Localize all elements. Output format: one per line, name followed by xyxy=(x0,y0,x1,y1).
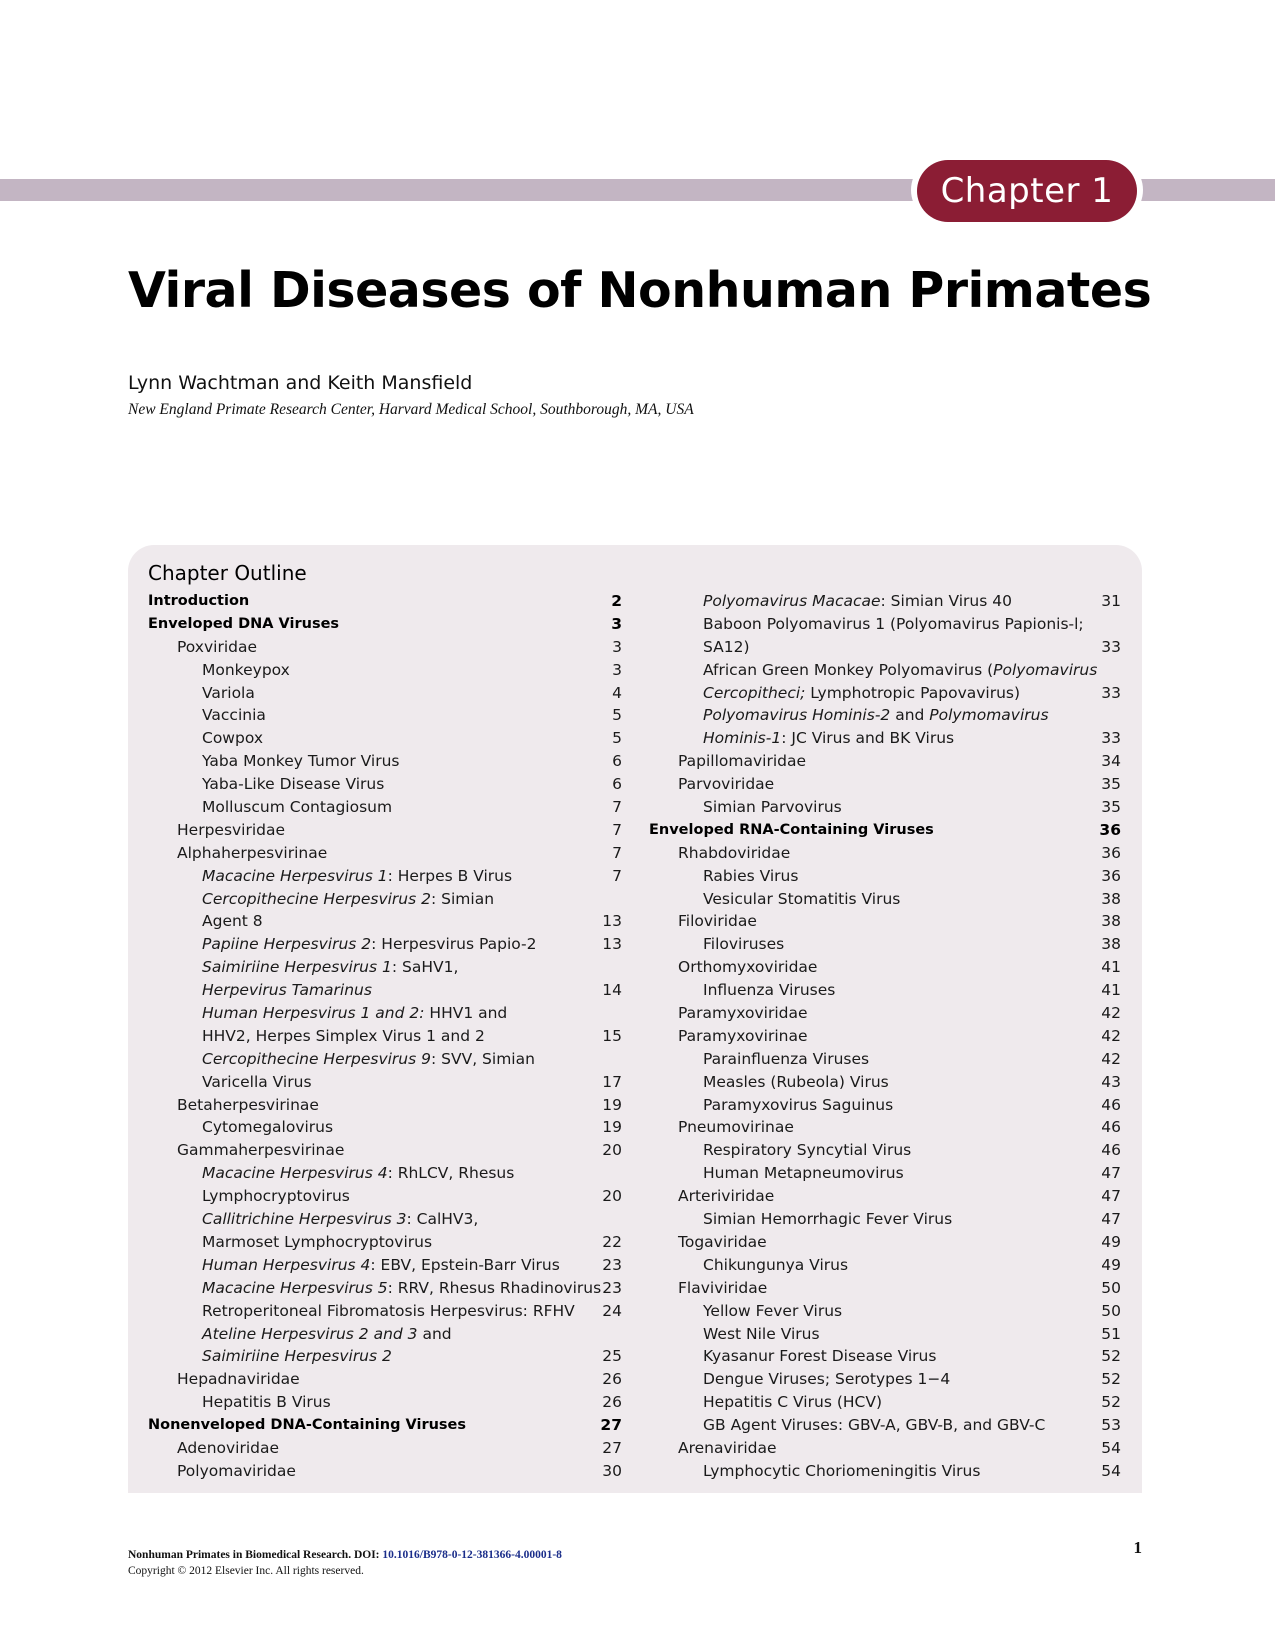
outline-entry[interactable] xyxy=(148,1002,622,1025)
outline-entry[interactable] xyxy=(649,1300,1121,1323)
outline-column-right xyxy=(649,590,1121,1483)
outline-entry[interactable] xyxy=(148,1254,622,1277)
outline-entry[interactable] xyxy=(148,1048,622,1071)
outline-entry-page: 38 xyxy=(1101,889,1121,908)
chapter-title: Viral Diseases of Nonhuman Primates xyxy=(128,262,1152,319)
outline-entry[interactable] xyxy=(649,704,1121,727)
outline-entry-title: Polyomavirus Hominis-2 and Polymomavirus xyxy=(703,706,1049,725)
outline-entry-page: 3 xyxy=(612,660,622,679)
outline-entry[interactable] xyxy=(649,727,1121,750)
outline-entry[interactable] xyxy=(649,773,1121,796)
outline-entry-title: Togaviridae xyxy=(678,1232,767,1251)
outline-entry-title: Ateline Herpesvirus 2 and 3 and xyxy=(202,1324,452,1343)
outline-column-left xyxy=(148,590,622,1483)
outline-entry-title: Filoviridae xyxy=(678,912,757,931)
outline-entry-title: Monkeypox xyxy=(202,660,290,679)
outline-entry-title: Retroperitoneal Fibromatosis Herpesvirus: RFHV xyxy=(202,1301,575,1320)
outline-entry-title: Papiine Herpesvirus 2: Herpesvirus Papio-2 xyxy=(202,935,537,954)
outline-entry[interactable] xyxy=(649,636,1121,659)
outline-entry-title: Cowpox xyxy=(202,729,264,748)
outline-entry[interactable] xyxy=(649,1139,1121,1162)
outline-entry-page: 35 xyxy=(1101,775,1121,794)
outline-entry-title: GB Agent Viruses: GBV-A, GBV-B, and GBV-C xyxy=(703,1416,1046,1435)
outline-entry-page: 52 xyxy=(1101,1370,1121,1389)
outline-entry-title: Simian Hemorrhagic Fever Virus xyxy=(703,1210,953,1229)
chapter-outline-heading: Chapter Outline xyxy=(148,561,307,585)
outline-entry-page: 38 xyxy=(1101,912,1121,931)
outline-entry[interactable] xyxy=(649,1185,1121,1208)
outline-entry[interactable] xyxy=(649,979,1121,1002)
outline-entry-page: 52 xyxy=(1101,1347,1121,1366)
outline-entry-title: African Green Monkey Polyomavirus (Polyomavirus xyxy=(703,660,1098,679)
outline-entry-page: 13 xyxy=(602,912,622,931)
doi-link[interactable]: 10.1016/B978-0-12-381366-4.00001-8 xyxy=(382,1549,562,1561)
outline-entry-title: Human Herpesvirus 4: EBV, Epstein-Barr Virus xyxy=(202,1255,560,1274)
outline-entry-title: Hepadnaviridae xyxy=(177,1370,300,1389)
outline-entry-page: 42 xyxy=(1101,1026,1121,1045)
outline-entry-title: Alphaherpesvirinae xyxy=(177,843,328,862)
outline-entry-page: 7 xyxy=(612,820,622,839)
outline-entry-page: 7 xyxy=(612,843,622,862)
outline-entry[interactable] xyxy=(649,819,1121,842)
outline-entry-title: Paramyxovirus Saguinus xyxy=(703,1095,894,1114)
outline-entry-title: SA12) xyxy=(703,637,750,656)
outline-entry-page: 47 xyxy=(1101,1164,1121,1183)
outline-entry-page: 3 xyxy=(611,614,622,633)
outline-entry-title: Respiratory Syncytial Virus xyxy=(703,1141,912,1160)
chapter-badge: Chapter 1 xyxy=(917,160,1137,222)
outline-entry-page: 47 xyxy=(1101,1187,1121,1206)
outline-entry-title: Herpevirus Tamarinus xyxy=(202,981,372,1000)
outline-entry-page: 47 xyxy=(1101,1210,1121,1229)
outline-entry-page: 5 xyxy=(612,729,622,748)
outline-entry-title: Simian Parvovirus xyxy=(703,798,842,817)
outline-entry-page: 7 xyxy=(612,798,622,817)
outline-entry-title: Introduction xyxy=(148,593,250,609)
footer xyxy=(128,1547,562,1579)
outline-entry[interactable] xyxy=(148,1025,622,1048)
outline-entry-page: 30 xyxy=(602,1461,622,1480)
outline-entry-title: Lymphocryptovirus xyxy=(202,1187,350,1206)
outline-entry-title: Vesicular Stomatitis Virus xyxy=(703,889,901,908)
outline-entry-page: 13 xyxy=(602,935,622,954)
outline-entry[interactable] xyxy=(649,1162,1121,1185)
outline-entry[interactable] xyxy=(649,1437,1121,1460)
outline-entry-page: 17 xyxy=(602,1072,622,1091)
outline-entry[interactable] xyxy=(148,842,622,865)
outline-entry-page: 50 xyxy=(1101,1301,1121,1320)
outline-entry-page: 26 xyxy=(602,1393,622,1412)
outline-entry-title: Influenza Viruses xyxy=(703,981,836,1000)
outline-entry-title: Hepatitis C Virus (HCV) xyxy=(703,1393,882,1412)
outline-entry-title: Poxviridae xyxy=(177,637,258,656)
outline-entry-title: Parvoviridae xyxy=(678,775,775,794)
footer-source: Nonhuman Primates in Biomedical Research. DOI: xyxy=(128,1549,383,1561)
outline-entry-page: 15 xyxy=(602,1026,622,1045)
outline-entry[interactable] xyxy=(649,590,1121,613)
outline-entry-page: 46 xyxy=(1101,1141,1121,1160)
outline-entry[interactable] xyxy=(649,1368,1121,1391)
outline-entry-title: Filoviruses xyxy=(703,935,785,954)
outline-entry-title: Paramyxoviridae xyxy=(678,1004,808,1023)
outline-entry-title: Lymphocytic Choriomeningitis Virus xyxy=(703,1461,981,1480)
outline-entry-page: 5 xyxy=(612,706,622,725)
outline-entry-page: 2 xyxy=(611,592,622,610)
outline-entry[interactable] xyxy=(148,796,622,819)
outline-entry[interactable] xyxy=(148,682,622,705)
outline-entry[interactable] xyxy=(649,842,1121,865)
outline-entry-title: Kyasanur Forest Disease Virus xyxy=(703,1347,937,1366)
outline-entry-title: Polyomavirus Macacae: Simian Virus 40 xyxy=(703,592,1012,610)
outline-entry-title: Chikungunya Virus xyxy=(703,1255,849,1274)
outline-entry[interactable] xyxy=(148,1208,622,1231)
outline-entry-title: Saimiriine Herpesvirus 1: SaHV1, xyxy=(202,958,459,977)
outline-entry-title: Papillomaviridae xyxy=(678,752,807,771)
outline-entry-title: Paramyxovirinae xyxy=(678,1026,808,1045)
outline-entry-page: 7 xyxy=(612,866,622,885)
outline-entry-page: 22 xyxy=(602,1232,622,1251)
outline-entry-page: 35 xyxy=(1101,798,1121,817)
outline-entry-title: Yellow Fever Virus xyxy=(703,1301,843,1320)
outline-entry-page: 23 xyxy=(602,1255,622,1274)
outline-entry-title: Arteriviridae xyxy=(678,1187,775,1206)
outline-entry-page: 36 xyxy=(1101,843,1121,862)
outline-entry-page: 23 xyxy=(602,1278,622,1297)
outline-entry-title: Macacine Herpesvirus 5: RRV, Rhesus Rhadinovirus xyxy=(202,1278,602,1297)
outline-entry-page: 42 xyxy=(1101,1049,1121,1068)
outline-entry-title: Macacine Herpesvirus 1: Herpes B Virus xyxy=(202,866,513,885)
outline-entry-title: Agent 8 xyxy=(202,912,263,931)
outline-entry-title: Enveloped RNA-Containing Viruses xyxy=(649,821,934,838)
outline-entry-title: Flaviviridae xyxy=(678,1278,768,1297)
affiliation: New England Primate Research Center, Harvard Medical School, Southborough, MA, USA xyxy=(128,401,694,418)
outline-entry[interactable] xyxy=(148,865,622,888)
outline-entry-page: 34 xyxy=(1101,752,1121,771)
outline-entry[interactable] xyxy=(148,1277,622,1300)
outline-entry-title: Human Herpesvirus 1 and 2: HHV1 and xyxy=(202,1004,508,1023)
outline-entry-page: 49 xyxy=(1101,1232,1121,1251)
outline-entry-title: Saimiriine Herpesvirus 2 xyxy=(202,1347,392,1366)
copyright-notice: Copyright © 2012 Elsevier Inc. All rights reserved. xyxy=(128,1565,364,1577)
outline-entry[interactable] xyxy=(148,819,622,842)
outline-entry[interactable] xyxy=(148,636,622,659)
outline-entry-page: 4 xyxy=(612,683,622,702)
outline-entry[interactable] xyxy=(649,682,1121,705)
outline-entry-title: Polyomaviridae xyxy=(177,1461,296,1480)
outline-entry-title: Rhabdoviridae xyxy=(678,843,791,862)
outline-entry-page: 36 xyxy=(1101,866,1121,885)
outline-entry[interactable] xyxy=(148,1345,622,1368)
outline-entry-page: 51 xyxy=(1101,1324,1121,1343)
outline-entry[interactable] xyxy=(649,1323,1121,1346)
outline-entry[interactable] xyxy=(148,1300,622,1323)
outline-entry[interactable] xyxy=(649,1345,1121,1368)
outline-entry-page: 43 xyxy=(1101,1072,1121,1091)
outline-entry[interactable] xyxy=(649,888,1121,911)
outline-entry[interactable] xyxy=(148,1094,622,1117)
outline-entry[interactable] xyxy=(649,750,1121,773)
outline-entry[interactable] xyxy=(649,1277,1121,1300)
outline-entry[interactable] xyxy=(148,1071,622,1094)
outline-entry-page: 19 xyxy=(602,1095,622,1114)
outline-entry-title: Gammaherpesvirinae xyxy=(177,1141,345,1160)
outline-entry[interactable] xyxy=(148,1368,622,1391)
outline-entry[interactable] xyxy=(148,888,622,911)
outline-entry-title: Orthomyxoviridae xyxy=(678,958,818,977)
outline-entry-page: 27 xyxy=(602,1438,622,1457)
outline-entry-page: 14 xyxy=(602,981,622,1000)
outline-entry[interactable] xyxy=(649,1414,1121,1437)
outline-entry-title: Human Metapneumovirus xyxy=(703,1164,904,1183)
outline-entry[interactable] xyxy=(649,956,1121,979)
outline-entry[interactable] xyxy=(148,750,622,773)
outline-entry-page: 46 xyxy=(1101,1095,1121,1114)
outline-entry[interactable] xyxy=(649,1208,1121,1231)
outline-entry[interactable] xyxy=(148,773,622,796)
outline-entry-title: Cercopithecine Herpesvirus 9: SVV, Simian xyxy=(202,1049,535,1068)
outline-entry-page: 33 xyxy=(1101,729,1121,748)
outline-entry[interactable] xyxy=(649,1460,1121,1483)
outline-entry-title: Measles (Rubeola) Virus xyxy=(703,1072,889,1091)
page-number: 1 xyxy=(1133,1538,1142,1557)
outline-entry-page: 27 xyxy=(600,1416,622,1435)
outline-entry-page: 20 xyxy=(602,1187,622,1206)
outline-entry-title: Rabies Virus xyxy=(703,866,799,885)
outline-entry-page: 6 xyxy=(612,752,622,771)
outline-entry[interactable] xyxy=(649,1071,1121,1094)
outline-entry[interactable] xyxy=(148,1414,622,1437)
outline-entry-title: Betaherpesvirinae xyxy=(177,1095,319,1114)
outline-entry[interactable] xyxy=(649,910,1121,933)
outline-entry-page: 33 xyxy=(1101,683,1121,702)
outline-entry-page: 36 xyxy=(1099,820,1121,839)
outline-entry-title: Herpesviridae xyxy=(177,820,286,839)
outline-entry-page: 50 xyxy=(1101,1278,1121,1297)
outline-entry[interactable] xyxy=(148,956,622,979)
outline-entry[interactable] xyxy=(148,979,622,1002)
outline-entry-title: Cytomegalovirus xyxy=(202,1118,334,1137)
outline-entry-title: Macacine Herpesvirus 4: RhLCV, Rhesus xyxy=(202,1164,515,1183)
outline-entry-page: 24 xyxy=(602,1301,622,1320)
outline-entry[interactable] xyxy=(649,1231,1121,1254)
outline-entry[interactable] xyxy=(649,796,1121,819)
outline-entry-page: 3 xyxy=(612,637,622,656)
outline-entry-title: Adenoviridae xyxy=(177,1438,280,1457)
outline-entry[interactable] xyxy=(649,613,1121,636)
outline-entry[interactable] xyxy=(649,1002,1121,1025)
outline-entry[interactable] xyxy=(148,727,622,750)
outline-entry-page: 20 xyxy=(602,1141,622,1160)
outline-entry-title: Marmoset Lymphocryptovirus xyxy=(202,1232,433,1251)
outline-entry-title: Baboon Polyomavirus 1 (Polyomavirus Papionis-l; xyxy=(703,614,1084,633)
outline-entry-title: Variola xyxy=(202,683,255,702)
outline-entry-page: 46 xyxy=(1101,1118,1121,1137)
outline-entry-page: 42 xyxy=(1101,1004,1121,1023)
outline-entry-page: 31 xyxy=(1101,592,1121,610)
outline-entry[interactable] xyxy=(649,659,1121,682)
outline-entry-title: Varicella Virus xyxy=(202,1072,312,1091)
outline-entry-title: Callitrichine Herpesvirus 3: CalHV3, xyxy=(202,1210,479,1229)
outline-entry[interactable] xyxy=(148,933,622,956)
outline-entry[interactable] xyxy=(649,1048,1121,1071)
outline-entry-page: 52 xyxy=(1101,1393,1121,1412)
outline-entry[interactable] xyxy=(148,1162,622,1185)
outline-entry[interactable] xyxy=(649,1254,1121,1277)
outline-entry[interactable] xyxy=(649,933,1121,956)
outline-entry-title: Hepatitis B Virus xyxy=(202,1393,331,1412)
outline-entry-title: West Nile Virus xyxy=(703,1324,820,1343)
outline-entry-page: 33 xyxy=(1101,637,1121,656)
outline-entry-page: 19 xyxy=(602,1118,622,1137)
outline-entry[interactable] xyxy=(148,1185,622,1208)
outline-entry[interactable] xyxy=(649,1391,1121,1414)
outline-entry-title: Hominis-1: JC Virus and BK Virus xyxy=(703,729,955,748)
outline-entry-title: Enveloped DNA Viruses xyxy=(148,615,340,632)
outline-entry-title: Nonenveloped DNA-Containing Viruses xyxy=(148,1417,467,1434)
outline-entry-title: Yaba-Like Disease Virus xyxy=(202,775,385,794)
outline-entry-page: 25 xyxy=(602,1347,622,1366)
authors: Lynn Wachtman and Keith Mansfield xyxy=(128,372,473,394)
outline-entry[interactable] xyxy=(148,1139,622,1162)
outline-entry-page: 26 xyxy=(602,1370,622,1389)
outline-entry[interactable] xyxy=(649,865,1121,888)
outline-entry-title: Molluscum Contagiosum xyxy=(202,798,393,817)
outline-entry[interactable] xyxy=(148,659,622,682)
outline-entry-title: Vaccinia xyxy=(202,706,266,725)
outline-entry[interactable] xyxy=(148,1323,622,1346)
outline-entry-page: 6 xyxy=(612,775,622,794)
outline-entry-title: Cercopitheci; Lymphotropic Papovavirus) xyxy=(703,683,1021,702)
outline-entry-title: Dengue Viruses; Serotypes 1−4 xyxy=(703,1370,951,1389)
outline-entry[interactable] xyxy=(148,1460,622,1483)
outline-entry-page: 41 xyxy=(1101,981,1121,1000)
outline-entry[interactable] xyxy=(148,590,622,613)
outline-entry[interactable] xyxy=(649,1094,1121,1117)
outline-entry[interactable] xyxy=(649,1116,1121,1139)
outline-entry-page: 53 xyxy=(1101,1416,1121,1435)
outline-entry[interactable] xyxy=(148,704,622,727)
outline-entry-page: 54 xyxy=(1101,1461,1121,1480)
outline-entry-title: Cercopithecine Herpesvirus 2: Simian xyxy=(202,889,495,908)
outline-entry-title: Parainfluenza Viruses xyxy=(703,1049,870,1068)
outline-entry[interactable] xyxy=(148,1437,622,1460)
outline-entry-title: HHV2, Herpes Simplex Virus 1 and 2 xyxy=(202,1026,485,1045)
outline-entry[interactable] xyxy=(148,1391,622,1414)
outline-entry-page: 38 xyxy=(1101,935,1121,954)
outline-entry-title: Arenaviridae xyxy=(678,1438,777,1457)
outline-entry-title: Pneumovirinae xyxy=(678,1118,794,1137)
outline-entry-title: Yaba Monkey Tumor Virus xyxy=(202,752,400,771)
outline-entry-page: 41 xyxy=(1101,958,1121,977)
outline-entry[interactable] xyxy=(148,1116,622,1139)
outline-entry-page: 49 xyxy=(1101,1255,1121,1274)
outline-entry[interactable] xyxy=(649,1025,1121,1048)
outline-entry[interactable] xyxy=(148,910,622,933)
outline-entry-page: 54 xyxy=(1101,1438,1121,1457)
outline-entry[interactable] xyxy=(148,613,622,636)
outline-entry[interactable] xyxy=(148,1231,622,1254)
